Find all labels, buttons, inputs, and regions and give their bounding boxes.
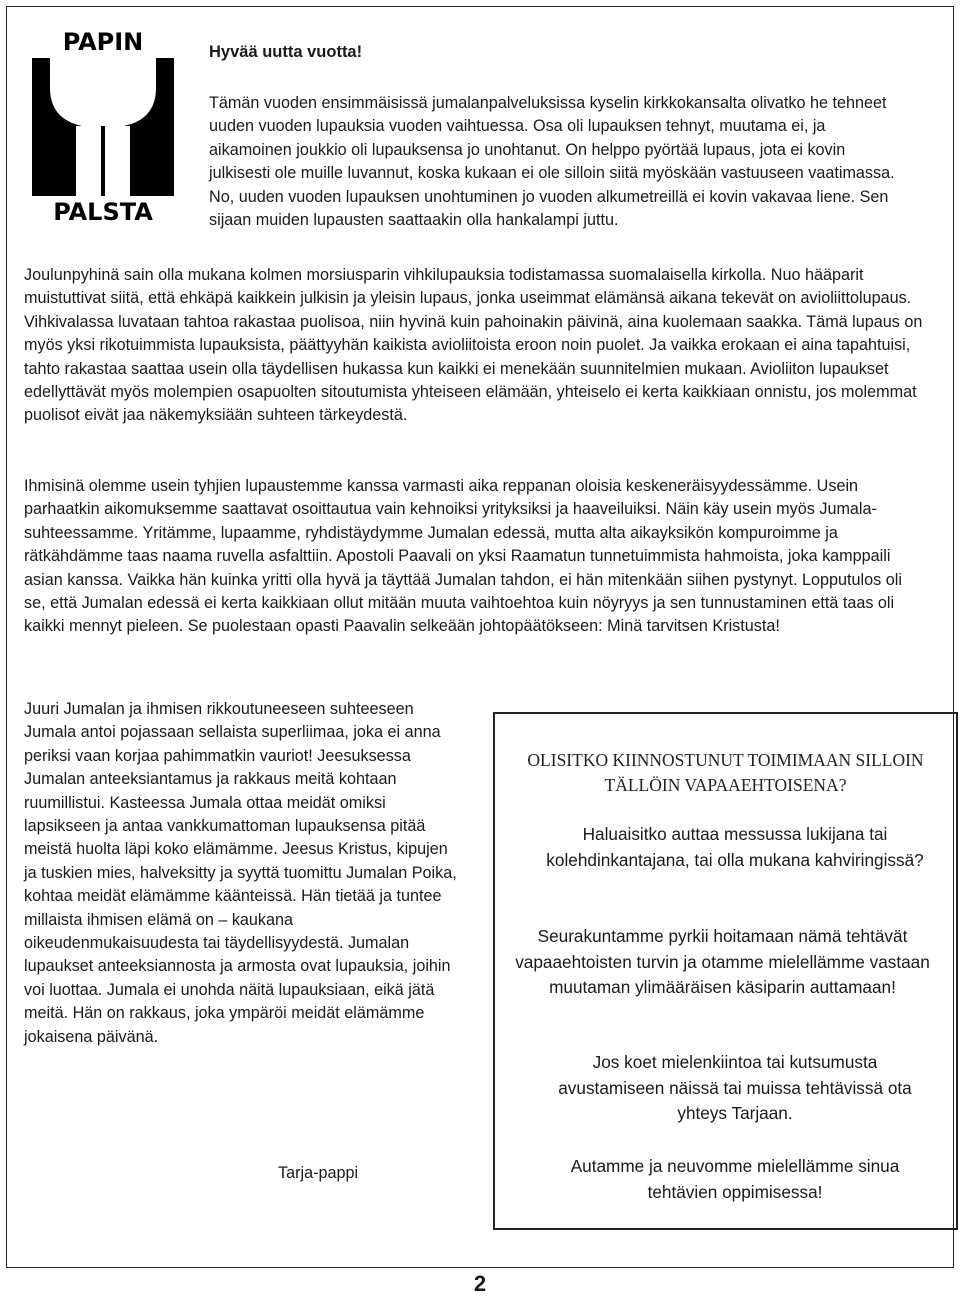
logo-top-text: PAPIN <box>62 28 144 56</box>
volunteer-box <box>493 712 958 1230</box>
papin-palsta-logo <box>28 28 178 228</box>
paul-paragraph: Ihmisinä olemme usein tyhjien lupaustemme kanssa varmasti aika reppanan oloisia keskeneräisyydessämme. Usein parhaatkin aikomuksemme saattavat osoittautua vain kehnoiksi yrityksiksi ja haaveiluiksi. Näin käy usein myös Jumala-suhteessamme. Yritämme, lupaamme, ryhdistäydymme Jumalan edessä, mutta alta aikayksikön kompuroimme ja rätkähdämme taas naama ruvella asfalttiin. Apostoli Paavali on yksi Raamatun tunnetuimmista hahmoista, joka kamppaili asian kanssa. Vaikka hän kuinka yritti olla hyvä ja täyttää Jumalan tahdon, ei hän mitenkään siihen pystynyt. Lopputulos oli se, että Jumalan edessä ei kerta kaikkiaan ollut mitään muuta vaihtoehtoa kuin nöyryys ja sen tunnustaminen että taas oli kaikki mennyt pieleen. Se puolestaan opasti Paavalin selkeään johtopäätökseen: Minä tarvitsen Kristusta! <box>24 477 902 636</box>
volunteer-box-title: OLISITKO KIINNOSTUNUT TOIMIMAAN SILLOIN TÄLLÖIN VAPAAEHTOISENA? <box>527 750 924 795</box>
signature: Tarja-pappi <box>278 1164 359 1182</box>
marriage-paragraph: Joulunpyhinä sain olla mukana kolmen morsiusparin vihkilupauksia todistamassa suomalaisella kirkolla. Nuo hääparit muistuttivat siitä, että ehkäpä kaikkein julkisin ja yleisin lupaus, jonka useimmat elämänsä aikana tekevät on avioliittolupaus. Vihkivalassa luvataan tahtoa rakastaa puolisoa, niin hyvinä kuin pahoinakin päivinä, aina kuolemaan saakka. Tämä lupaus on myös yksi rikotuimmista lupauksista, päättyyhän kaikista avioliitoista eroon noin puolet. Ja vaikka erokaan ei aina tapahtuisi, tahto rakastaa saattaa usein olla täydellisen hukassa kun kaikki ei menekään suunnitelmien mukaan. Avioliiton lupaukset edellyttävät myös molempien osapuolten sitoutumista yhteiseen elämään, yhteiselo ei kerta kaikkiaan onnistu, jos molemmat puolisot eivät jaa näkemyksiään suhteen tärkeydestä. <box>24 266 923 425</box>
intro-paragraph: Tämän vuoden ensimmäisissä jumalanpalveluksissa kyselin kirkkokansalta olivatko he tehneet uuden vuoden lupauksia vuoden vaihtuessa. Osa oli lupauksen tehnyt, muutama ei, ja aikamoinen joukkio oli lupauksensa jo unohtanut. On helppo pyörtää lupaus, jota ei kovin julkisesti ole muille luvannut, koska kukaan ei ole silloin siitä myöskään vastuuseen vaatimassa. No, uuden vuoden lupauksen unohtuminen jo vuoden alkumetreillä ei kovin vakavaa liene. Sen sijaan muiden lupausten saattaakin olla hankalampi juttu. <box>209 94 895 230</box>
logo-bottom-text: PALSTA <box>53 198 153 226</box>
page-number: 2 <box>473 1271 487 1296</box>
left-column-paragraph: Juuri Jumalan ja ihmisen rikkoutuneeseen suhteeseen Jumala antoi pojassaan sellaista superliimaa, joka ei anna periksi vaan korjaa pahimmatkin vauriot! Jeesuksessa Jumalan anteeksiantamus ja rakkaus meitä kohtaan ruumillistui. Kasteessa Jumala ottaa meidät omiksi lapsikseen ja antaa vankkumattoman lupauksensa pitää meistä huolta läpi koko elämämme. Jeesus Kristus, kipujen ja tuskien mies, halveksitty ja syyttä tuomittu Jumalan Poika, kohtaa meidät elämämme käänteissä. Hän tietää ja tuntee millaista ihmisen elämä on – kaukana oikeudenmukaisuudesta tai täydellisyydestä. Jumalan lupaukset anteeksiannosta ja armosta ovat lupauksia, joihin voi luottaa. Jumala ei unohda näitä lupauksiaan, eikä jätä meitä. Hän on rakkaus, joka ympäröi meidät elämämme jokaisena päivänä. <box>24 700 457 1046</box>
volunteer-box-p2: Seurakuntamme pyrkii hoitamaan nämä tehtävät vapaaehtoisten turvin ja otamme mielellämme vastaan muutaman ylimääräisen käsiparin auttamaan! <box>515 926 930 997</box>
volunteer-box-p3: Jos koet mielenkiintoa tai kutsumusta avustamiseen näissä tai muissa tehtävissä ota yhteys Tarjaan. <box>558 1052 912 1123</box>
volunteer-box-p1: Haluaisitko auttaa messussa lukijana tai kolehdinkantajana, tai olla mukana kahviringissä? <box>546 824 924 870</box>
article-heading: Hyvää uutta vuotta! <box>209 43 363 61</box>
volunteer-box-p4: Autamme ja neuvomme mielellämme sinua tehtävien oppimisessa! <box>570 1156 900 1202</box>
